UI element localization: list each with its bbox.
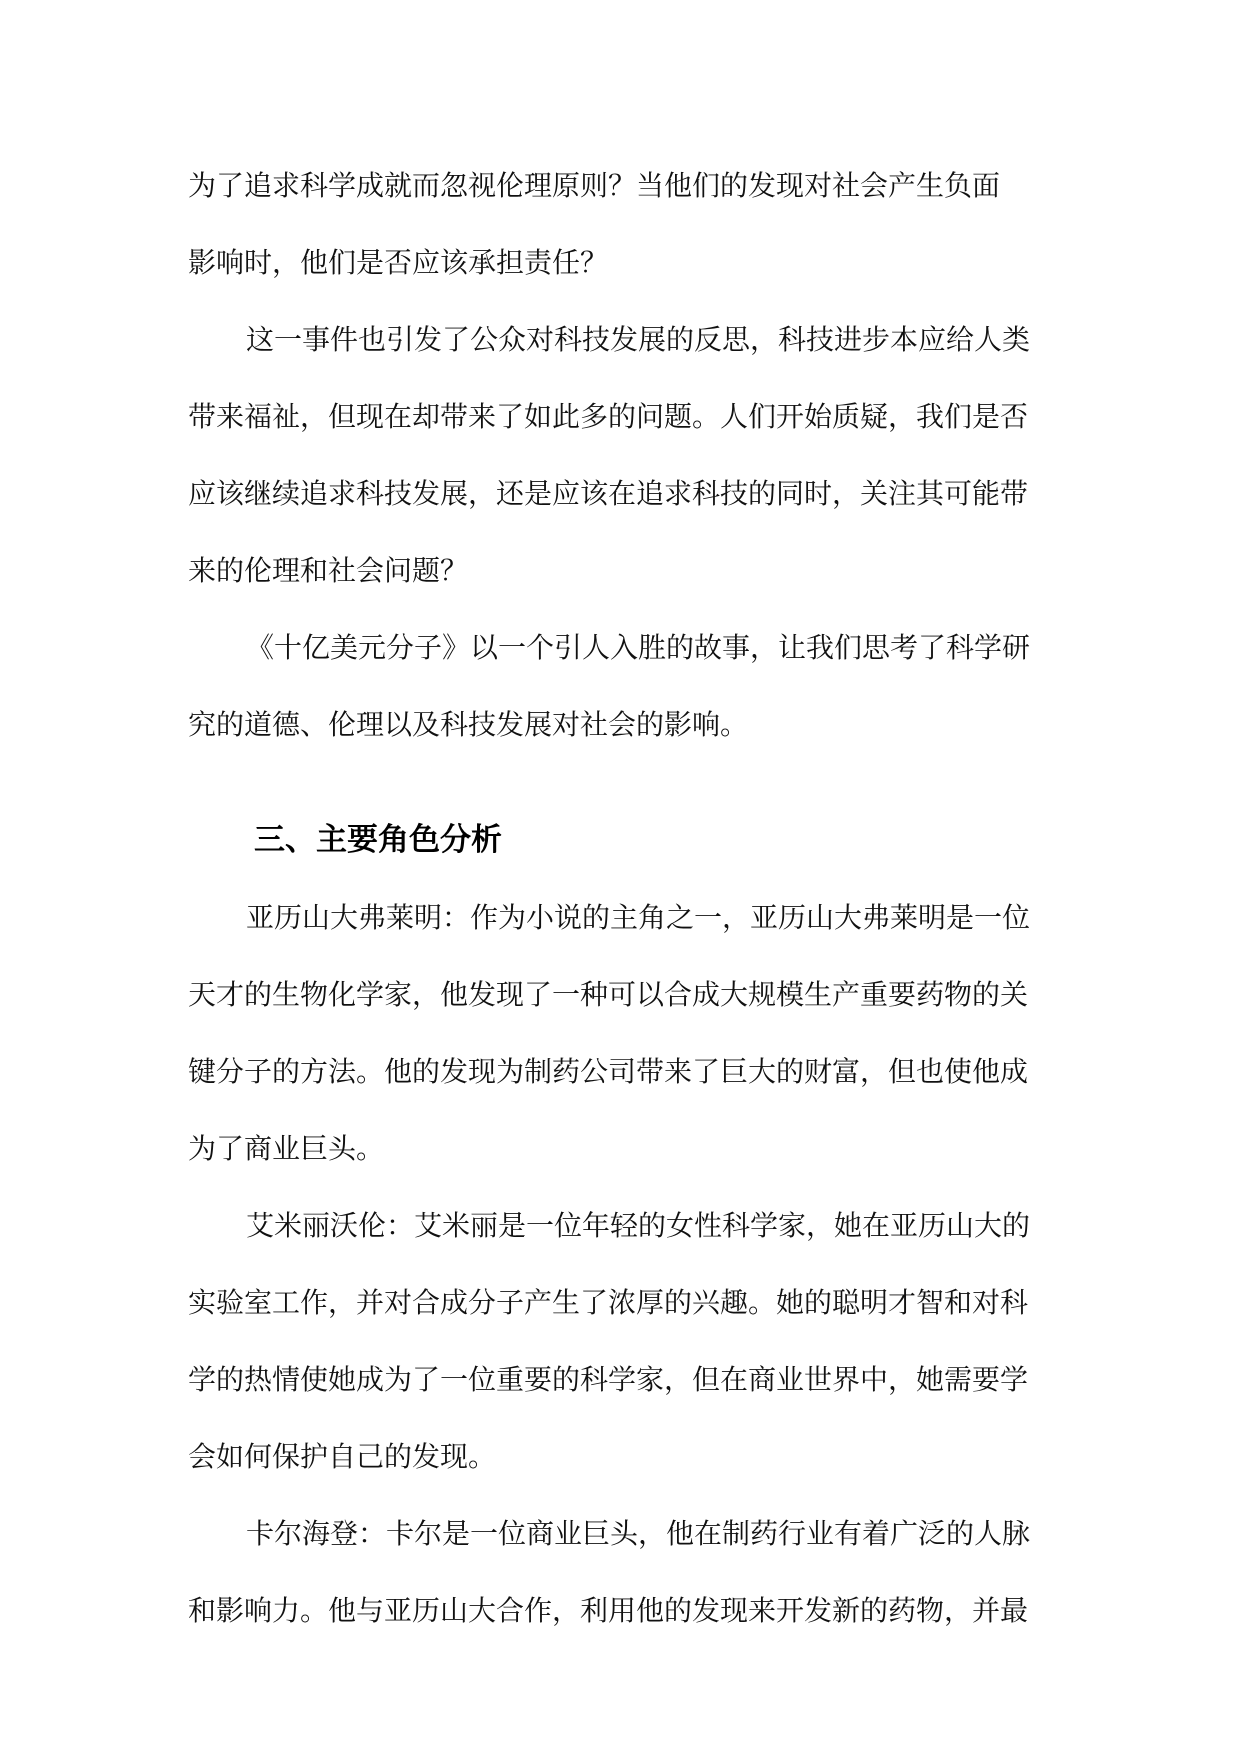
paragraph-line: 来的伦理和社会问题？ — [188, 554, 469, 587]
paragraph-5 — [188, 1187, 1060, 1495]
paragraph-line: 卡尔海登：卡尔是一位商业巨头，他在制药行业有着广泛的人脉 — [246, 1517, 1031, 1550]
paragraph-line: 影响时，他们是否应该承担责任？ — [188, 246, 609, 279]
paragraph-line: 为了追求科学成就而忽视伦理原则？当他们的发现对社会产生负面 — [188, 169, 1001, 202]
section-heading: 三、主要角色分析 — [254, 822, 502, 858]
paragraph-4 — [188, 879, 1060, 1187]
paragraph-line: 究的道德、伦理以及科技发展对社会的影响。 — [188, 708, 749, 741]
section-spacer — [188, 763, 1060, 802]
paragraph-line: 亚历山大弗莱明：作为小说的主角之一，亚历山大弗莱明是一位 — [246, 901, 1031, 934]
paragraph-2 — [188, 301, 1060, 609]
paragraph-line: 艾米丽沃伦：艾米丽是一位年轻的女性科学家，她在亚历山大的 — [246, 1209, 1031, 1242]
paragraph-line: 实验室工作，并对合成分子产生了浓厚的兴趣。她的聪明才智和对科 — [188, 1286, 1029, 1319]
paragraph-line: 会如何保护自己的发现。 — [188, 1440, 497, 1473]
paragraph-1 — [188, 147, 1060, 301]
paragraph-6 — [188, 1495, 1060, 1649]
paragraph-line: 《十亿美元分子》以一个引人入胜的故事，让我们思考了科学研 — [246, 631, 1031, 664]
paragraph-line: 应该继续追求科技发展，还是应该在追求科技的同时，关注其可能带 — [188, 477, 1029, 510]
paragraph-line: 天才的生物化学家，他发现了一种可以合成大规模生产重要药物的关 — [188, 978, 1029, 1011]
paragraph-3 — [188, 609, 1060, 763]
paragraph-line: 这一事件也引发了公众对科技发展的反思，科技进步本应给人类 — [246, 323, 1031, 356]
paragraph-line: 带来福祉，但现在却带来了如此多的问题。人们开始质疑，我们是否 — [188, 400, 1029, 433]
document-body — [188, 147, 1060, 1649]
paragraph-line: 和影响力。他与亚历山大合作，利用他的发现来开发新的药物，并最 — [188, 1594, 1029, 1627]
paragraph-line: 为了商业巨头。 — [188, 1132, 385, 1165]
paragraph-line: 学的热情使她成为了一位重要的科学家，但在商业世界中，她需要学 — [188, 1363, 1029, 1396]
paragraph-line: 键分子的方法。他的发现为制药公司带来了巨大的财富，但也使他成 — [188, 1055, 1029, 1088]
